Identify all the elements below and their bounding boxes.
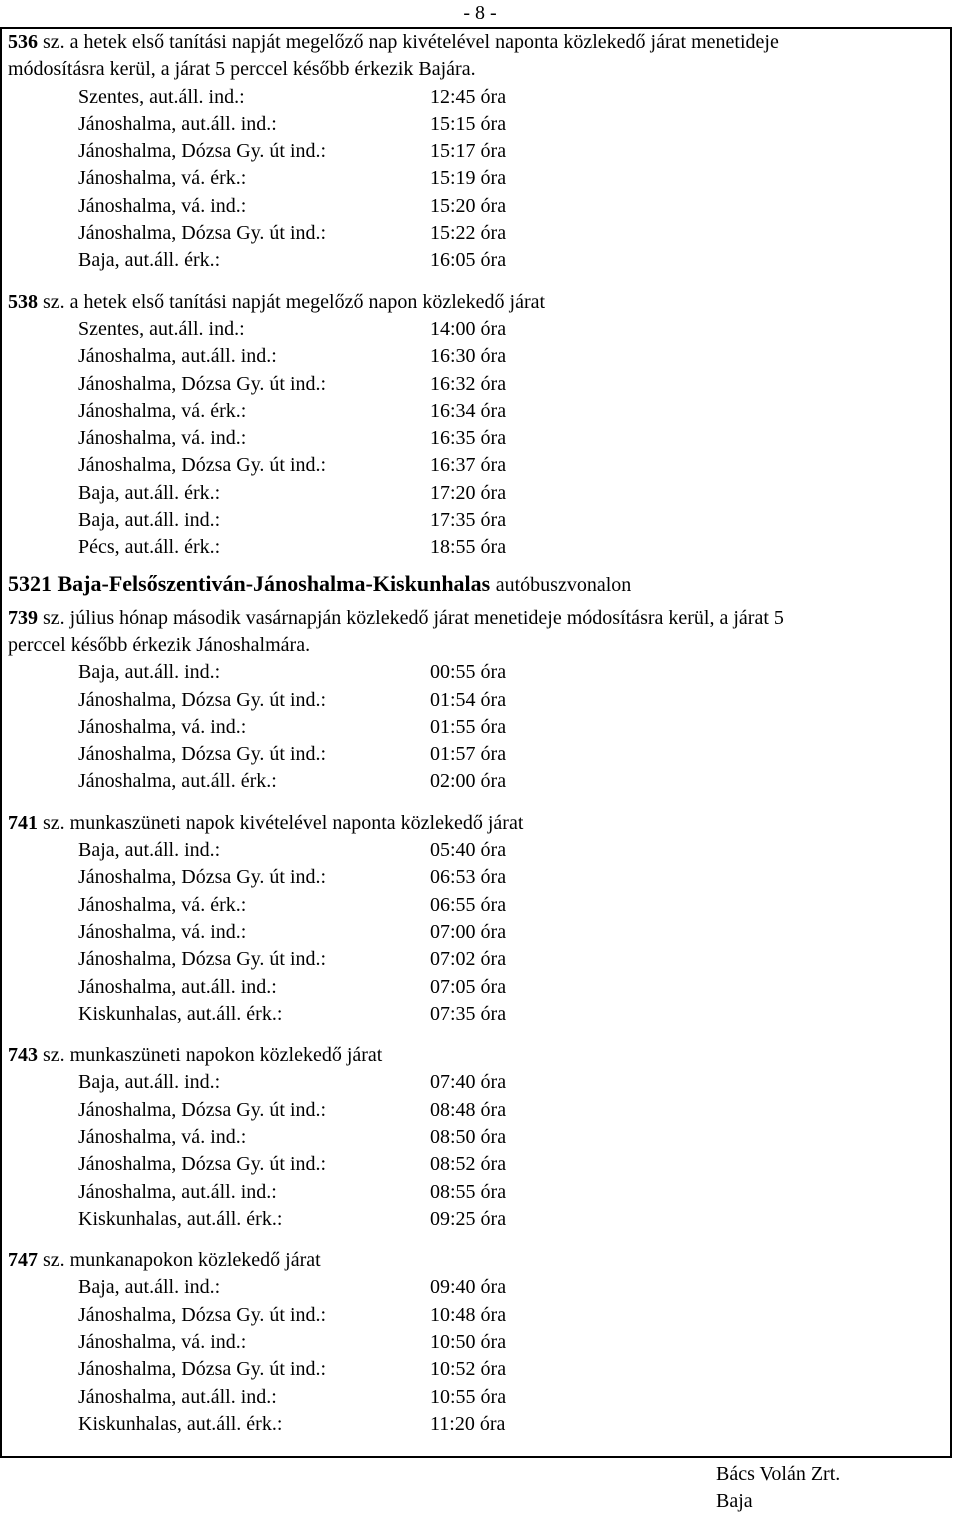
stop-station: Jánoshalma, Dózsa Gy. út ind.:	[78, 1098, 327, 1121]
stop-station: Baja, aut.áll. érk.:	[78, 481, 221, 504]
trip-heading	[8, 29, 948, 84]
stop-row	[8, 480, 948, 507]
stop-station: Jánoshalma, aut.áll. ind.:	[78, 975, 277, 998]
stop-station: Kiskunhalas, aut.áll. érk.:	[78, 1207, 283, 1230]
stop-time: 01:54 óra	[430, 688, 507, 711]
stop-row	[8, 247, 948, 274]
stop-row	[8, 1097, 948, 1124]
stop-row	[8, 452, 948, 479]
stop-station: Jánoshalma, vá. ind.:	[78, 715, 247, 738]
stop-station: Jánoshalma, Dózsa Gy. út ind.:	[78, 948, 327, 971]
stop-time: 16:37 óra	[430, 454, 507, 477]
stop-station: Jánoshalma, aut.áll. ind.:	[78, 112, 277, 135]
stop-station: Jánoshalma, vá. érk.:	[78, 893, 247, 916]
trip-description: a hetek első tanítási napját megelőző nap kivételével naponta közlekedő járat menetideje	[69, 31, 779, 53]
stop-time: 15:15 óra	[430, 112, 507, 135]
route-title: 5321 Baja-Felsőszentiván-Jánoshalma-Kiskunhalas	[8, 570, 491, 596]
stop-time: 08:55 óra	[430, 1180, 507, 1203]
trip-heading	[8, 289, 948, 316]
trip-section-739	[8, 605, 948, 796]
stop-station: Jánoshalma, Dózsa Gy. út ind.:	[78, 743, 327, 766]
stop-station: Jánoshalma, Dózsa Gy. út ind.:	[78, 866, 327, 889]
stop-row	[8, 1001, 948, 1028]
stop-row	[8, 768, 948, 795]
stop-row	[8, 1274, 948, 1301]
stop-row	[8, 371, 948, 398]
stop-station: Szentes, aut.áll. ind.:	[78, 85, 245, 108]
stop-time: 02:00 óra	[430, 770, 507, 793]
stop-time: 15:20 óra	[430, 194, 507, 217]
trip-number: 536	[8, 31, 38, 53]
stop-row	[8, 1384, 948, 1411]
stop-time: 06:55 óra	[430, 893, 507, 916]
stop-time: 01:55 óra	[430, 715, 507, 738]
stop-station: Jánoshalma, Dózsa Gy. út ind.:	[78, 372, 327, 395]
stop-row	[8, 1069, 948, 1096]
stop-time: 17:20 óra	[430, 481, 507, 504]
stop-station: Baja, aut.áll. ind.:	[78, 839, 221, 862]
trip-number: 538	[8, 290, 38, 313]
stop-station: Jánoshalma, aut.áll. ind.:	[78, 345, 277, 368]
stop-row	[8, 138, 948, 165]
stop-row	[8, 165, 948, 192]
stop-row	[8, 425, 948, 452]
stop-row	[8, 1179, 948, 1206]
stop-row	[8, 687, 948, 714]
trip-label: sz.	[43, 31, 65, 53]
trip-number: 739	[8, 606, 38, 629]
stop-row	[8, 1124, 948, 1151]
stop-row	[8, 343, 948, 370]
stop-row	[8, 1329, 948, 1356]
trip-description: július hónap második vasárnapján közlekedő járat menetideje módosításra kerül, a járat 5	[69, 606, 784, 629]
stop-row	[8, 193, 948, 220]
trip-section-743	[8, 1042, 948, 1233]
stop-time: 16:35 óra	[430, 427, 507, 450]
timetable-frame	[0, 27, 952, 1458]
trip-heading	[8, 605, 948, 660]
route-header	[8, 570, 948, 599]
stop-time: 10:48 óra	[430, 1303, 507, 1326]
stop-row	[8, 316, 948, 343]
trip-description: munkanapokon közlekedő járat	[69, 1249, 321, 1272]
stop-station: Kiskunhalas, aut.áll. érk.:	[78, 1412, 283, 1435]
stop-station: Jánoshalma, vá. ind.:	[78, 427, 247, 450]
stop-row	[8, 837, 948, 864]
trip-label: sz.	[43, 290, 65, 313]
trip-label: sz.	[43, 606, 65, 629]
route-suffix: autóbuszvonalon	[495, 573, 632, 596]
stop-station: Jánoshalma, vá. ind.:	[78, 920, 247, 943]
trip-description: munkaszüneti napok kivételével naponta közlekedő járat	[69, 811, 524, 834]
stop-row	[8, 111, 948, 138]
trip-section-538	[8, 289, 948, 562]
stop-row	[8, 398, 948, 425]
stop-time: 06:53 óra	[430, 866, 507, 889]
trip-label: sz.	[43, 1249, 65, 1272]
stop-time: 07:05 óra	[430, 975, 507, 998]
trip-description: a hetek első tanítási napját megelőző napon közlekedő járat	[69, 290, 546, 313]
stop-time: 05:40 óra	[430, 839, 507, 862]
stop-station: Jánoshalma, vá. érk.:	[78, 399, 247, 422]
stop-station: Baja, aut.áll. ind.:	[78, 1071, 221, 1094]
stop-row	[8, 659, 948, 686]
stop-time: 08:48 óra	[430, 1098, 507, 1121]
trip-description: munkaszüneti napokon közlekedő járat	[69, 1044, 383, 1067]
page-number: - 8 -	[463, 2, 497, 24]
stop-time: 16:05 óra	[430, 249, 507, 272]
stop-station: Szentes, aut.áll. ind.:	[78, 317, 245, 340]
stop-station: Jánoshalma, vá. ind.:	[78, 194, 247, 217]
stop-row	[8, 919, 948, 946]
stop-station: Jánoshalma, Dózsa Gy. út ind.:	[78, 688, 327, 711]
trip-description-cont: perccel később érkezik Jánoshalmára.	[8, 633, 311, 656]
trip-heading	[8, 1042, 948, 1069]
trip-heading	[8, 810, 948, 837]
stop-row	[8, 1206, 948, 1233]
stop-time: 11:20 óra	[430, 1412, 506, 1435]
stop-row	[8, 1356, 948, 1383]
stop-time: 10:50 óra	[430, 1331, 507, 1354]
stop-time: 15:19 óra	[430, 167, 507, 190]
stop-time: 17:35 óra	[430, 509, 507, 532]
stop-station: Jánoshalma, vá. ind.:	[78, 1331, 247, 1354]
stop-row	[8, 1411, 948, 1438]
stop-time: 15:22 óra	[430, 222, 507, 245]
stop-row	[8, 84, 948, 111]
stop-time: 07:35 óra	[430, 1002, 507, 1025]
stop-station: Baja, aut.áll. ind.:	[78, 661, 221, 684]
timetable-content	[8, 29, 948, 1438]
stop-station: Jánoshalma, Dózsa Gy. út ind.:	[78, 1358, 327, 1381]
footer-signature	[716, 1461, 840, 1515]
stop-time: 08:50 óra	[430, 1125, 507, 1148]
stop-station: Jánoshalma, Dózsa Gy. út ind.:	[78, 454, 327, 477]
footer-city: Baja	[716, 1490, 753, 1512]
stop-station: Jánoshalma, Dózsa Gy. út ind.:	[78, 140, 327, 163]
trip-section-747	[8, 1247, 948, 1438]
stop-row	[8, 974, 948, 1001]
stop-time: 07:00 óra	[430, 920, 507, 943]
stop-station: Jánoshalma, Dózsa Gy. út ind.:	[78, 1153, 327, 1176]
stop-time: 14:00 óra	[430, 317, 507, 340]
stop-row	[8, 741, 948, 768]
trip-label: sz.	[43, 1044, 65, 1067]
stop-row	[8, 220, 948, 247]
trip-number: 741	[8, 811, 38, 834]
stop-station: Jánoshalma, Dózsa Gy. út ind.:	[78, 1303, 327, 1326]
trip-label: sz.	[43, 811, 65, 834]
stop-station: Jánoshalma, Dózsa Gy. út ind.:	[78, 222, 327, 245]
stop-time: 18:55 óra	[430, 536, 507, 559]
trip-number: 743	[8, 1044, 38, 1067]
stop-time: 00:55 óra	[430, 661, 507, 684]
stop-time: 07:02 óra	[430, 948, 507, 971]
stop-station: Baja, aut.áll. ind.:	[78, 509, 221, 532]
stop-row	[8, 892, 948, 919]
stop-row	[8, 1151, 948, 1178]
stop-station: Jánoshalma, aut.áll. érk.:	[78, 770, 277, 793]
stop-station: Jánoshalma, vá. ind.:	[78, 1125, 247, 1148]
stop-time: 16:34 óra	[430, 399, 507, 422]
stop-row	[8, 534, 948, 561]
stop-station: Kiskunhalas, aut.áll. érk.:	[78, 1002, 283, 1025]
stop-row	[8, 946, 948, 973]
stop-time: 07:40 óra	[430, 1071, 507, 1094]
stop-station: Baja, aut.áll. érk.:	[78, 249, 221, 272]
stop-time: 09:25 óra	[430, 1207, 507, 1230]
stop-row	[8, 1302, 948, 1329]
stop-row	[8, 714, 948, 741]
stop-station: Jánoshalma, aut.áll. ind.:	[78, 1180, 277, 1203]
stop-station: Pécs, aut.áll. érk.:	[78, 536, 221, 559]
stop-time: 16:32 óra	[430, 372, 507, 395]
stop-time: 09:40 óra	[430, 1276, 507, 1299]
stop-row	[8, 507, 948, 534]
stop-time: 12:45 óra	[430, 85, 507, 108]
trip-heading	[8, 1247, 948, 1274]
stop-time: 15:17 óra	[430, 140, 507, 163]
stop-station: Jánoshalma, aut.áll. ind.:	[78, 1385, 277, 1408]
stop-time: 16:30 óra	[430, 345, 507, 368]
trip-description-cont: módosításra kerül, a járat 5 perccel később érkezik Bajára.	[8, 58, 476, 81]
trip-section-536	[8, 29, 948, 275]
stop-station: Baja, aut.áll. ind.:	[78, 1276, 221, 1299]
trip-section-741	[8, 810, 948, 1028]
stop-time: 08:52 óra	[430, 1153, 507, 1176]
footer-company: Bács Volán Zrt.	[716, 1463, 841, 1485]
stop-row	[8, 864, 948, 891]
stop-time: 01:57 óra	[430, 743, 507, 766]
stop-time: 10:52 óra	[430, 1358, 507, 1381]
stop-station: Jánoshalma, vá. érk.:	[78, 167, 247, 190]
trip-number: 747	[8, 1249, 38, 1272]
stop-time: 10:55 óra	[430, 1385, 507, 1408]
